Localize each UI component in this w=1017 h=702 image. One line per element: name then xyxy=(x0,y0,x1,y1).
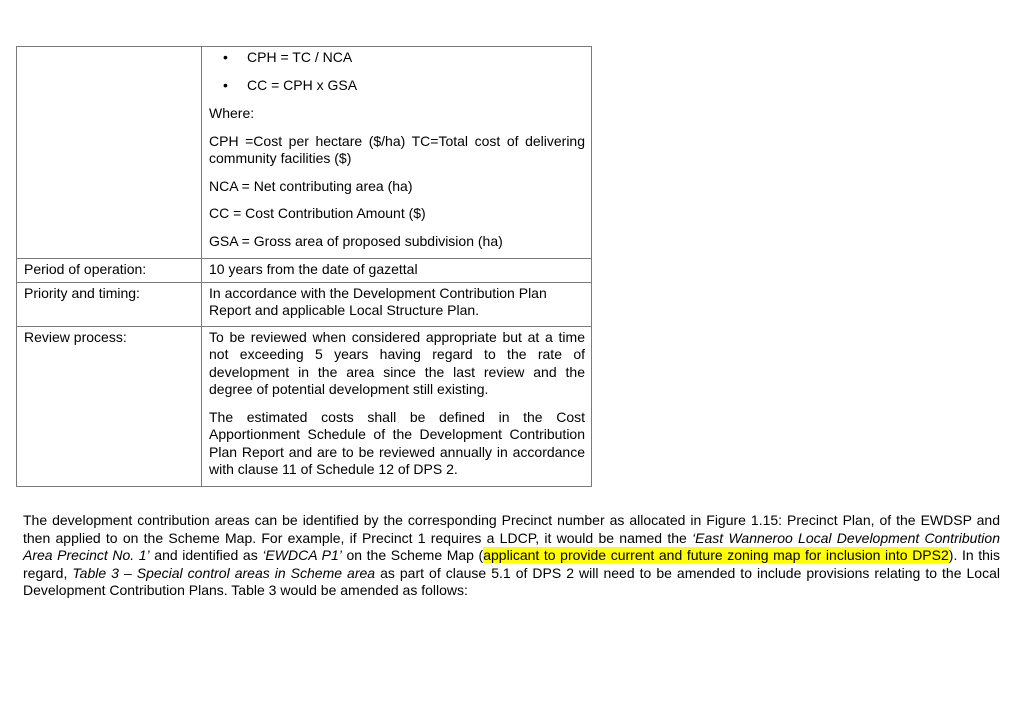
paragraph-text: The development contribution areas can be identified by the corresponding Precinct number as allocated in Figure 1.15: Precinct Plan, of the EWDSP and then applied to on the Scheme Map. For example, if Precinct 1 requires a LDCP, it would be named the xyxy=(23,512,1000,546)
review-text: The estimated costs shall be defined in the Cost Apportionment Schedule of the Development Contribution Plan Report and are to be reviewed annually in accordance with clause 11 of Schedule 12 of DPS 2. xyxy=(209,408,585,477)
table-row xyxy=(17,282,592,326)
body-paragraph xyxy=(23,512,1000,600)
paragraph-text: on the Scheme Map ( xyxy=(341,547,484,563)
bullet-icon: • xyxy=(223,49,228,65)
table-value-cell xyxy=(202,47,592,259)
list-item xyxy=(209,49,585,67)
table-row xyxy=(17,259,592,283)
table-label-cell: Period of operation: xyxy=(17,259,202,283)
where-label: Where: xyxy=(209,105,255,121)
table-label-cell xyxy=(17,47,202,259)
formula-list xyxy=(209,49,585,95)
table-label-cell: Priority and timing: xyxy=(17,282,202,326)
priority-text: In accordance with the Development Contribution Plan Report and applicable Local Structure Plan. xyxy=(209,284,547,318)
paragraph-text: and identified as xyxy=(149,547,263,563)
list-item xyxy=(209,77,585,95)
table-row xyxy=(17,326,592,486)
definition-text: CPH =Cost per hectare ($/ha) TC=Total cost of delivering community facilities ($) xyxy=(209,132,585,166)
definition-text: NCA = Net contributing area (ha) xyxy=(209,177,413,194)
formula-text: CC = CPH x GSA xyxy=(247,77,358,93)
definition-text: GSA = Gross area of proposed subdivision (ha) xyxy=(209,232,503,249)
paragraph-text: as part of clause 5.1 of DPS 2 will need to be amended to include provisions relating to the Local Development Contribution Plans. Table 3 would be amended as follows: xyxy=(23,564,1000,598)
paragraph-italic-text: ‘East Wanneroo Local Development Contribution Area Precinct No. 1’ xyxy=(23,529,1000,563)
formula-text: CPH = TC / NCA xyxy=(247,49,353,65)
development-contribution-table xyxy=(16,46,592,487)
bullet-icon: • xyxy=(223,77,228,93)
table-label-cell: Review process: xyxy=(17,326,202,486)
table-value-cell: 10 years from the date of gazettal xyxy=(202,259,592,283)
table-value-cell xyxy=(202,326,592,486)
paragraph-italic-text: ‘EWDCA P1’ xyxy=(262,547,342,563)
definition-text: CC = Cost Contribution Amount ($) xyxy=(209,205,426,221)
table-value-cell xyxy=(202,282,592,326)
paragraph-text: ). In this regard, xyxy=(23,547,1001,581)
highlighted-text: applicant to provide current and future zoning map for inclusion into DPS2 xyxy=(483,547,949,563)
paragraph-italic-text: Table 3 – Special control areas in Scheme area xyxy=(72,564,376,581)
review-text: To be reviewed when considered appropriate but at a time not exceeding 5 years having regard to the rate of development in the area since the last review and the degree of potential development still existing. xyxy=(209,328,585,397)
table-row xyxy=(17,47,592,259)
